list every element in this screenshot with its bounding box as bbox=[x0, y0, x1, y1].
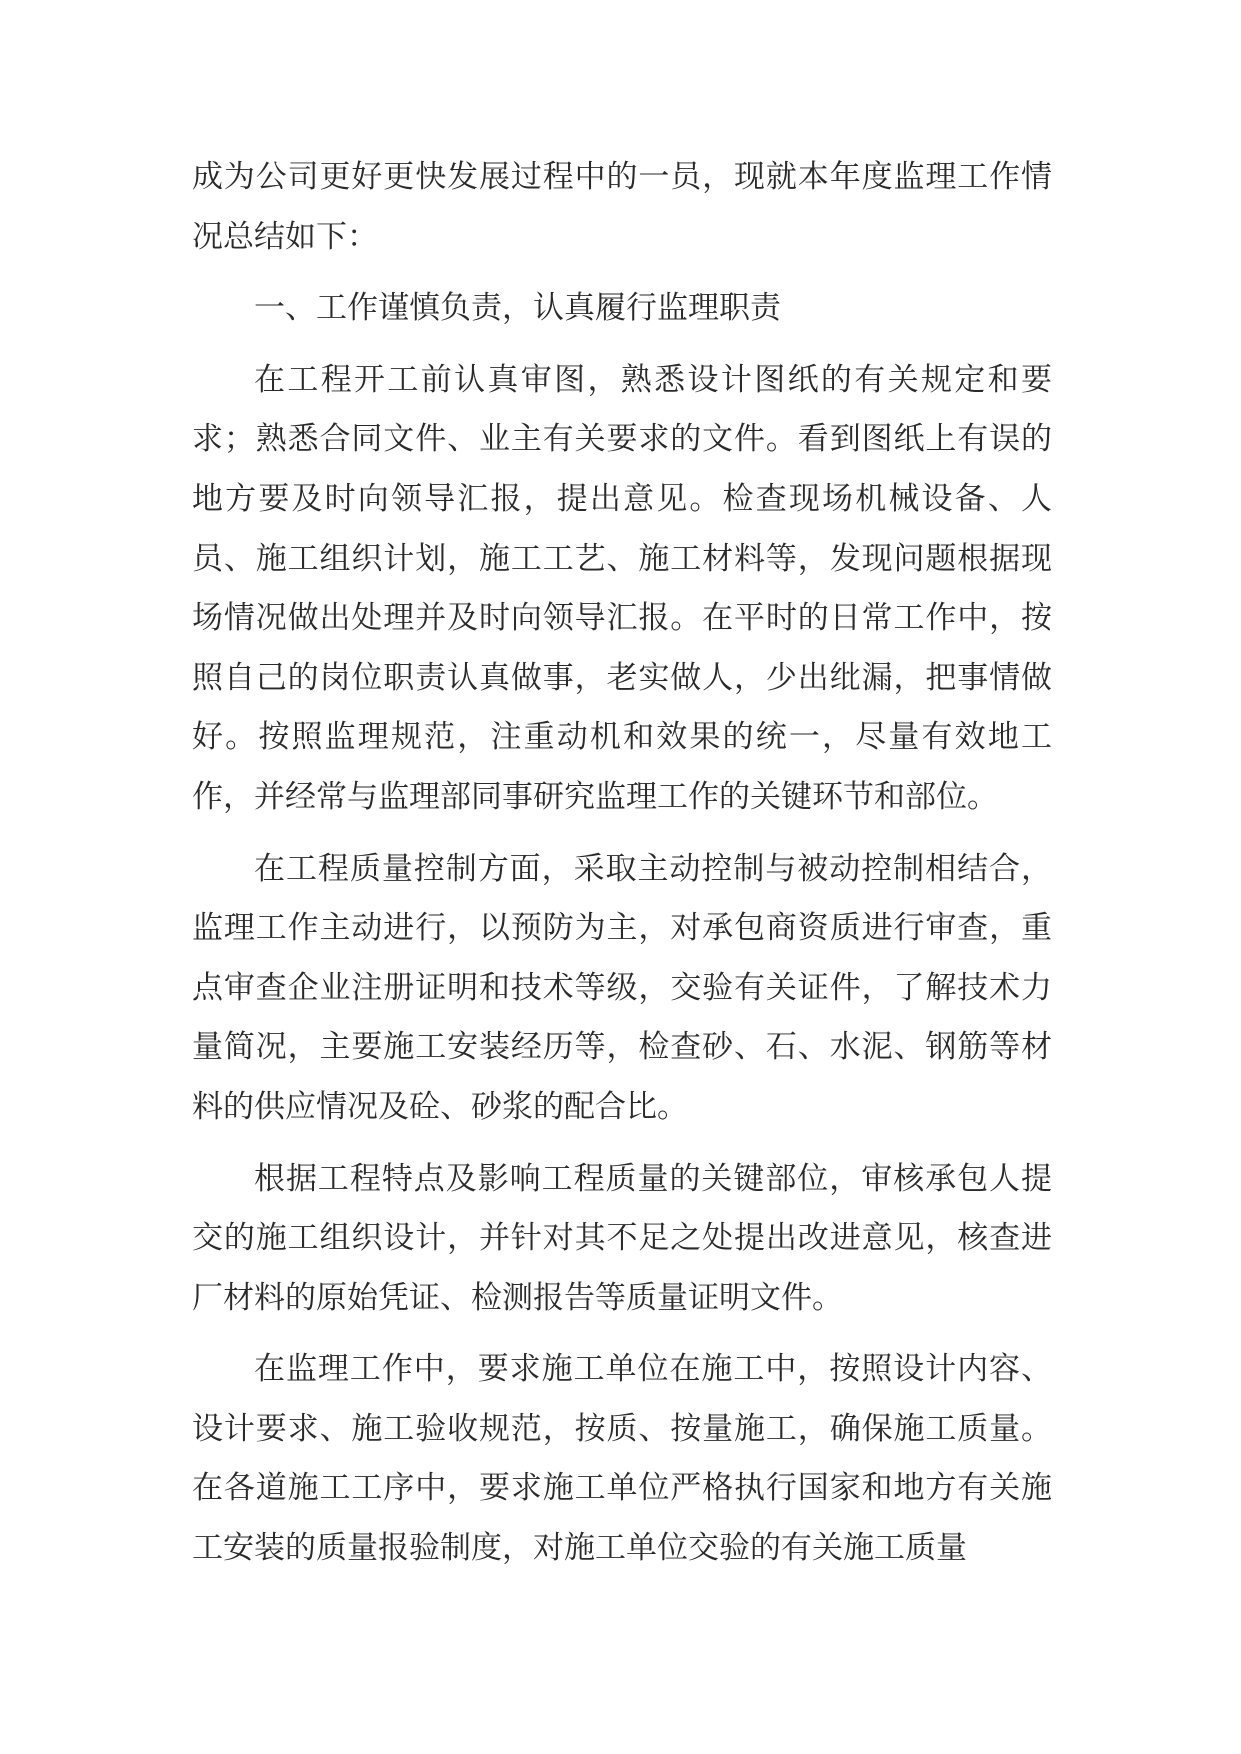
paragraph-review: 在工程开工前认真审图，熟悉设计图纸的有关规定和要求；熟悉合同文件、业主有关要求的文件。看到图纸上有误的地方要及时向领导汇报，提出意见。检查现场机械设备、人员、施工组织计划，施工工艺、施工材料等，发现问题根据现场情况做出处理并及时向领导汇报。在平时的日常工作中，按照自己的岗位职责认真做事，老实做人，少出纰漏，把事情做好。按照监理规范，注重动机和效果的统一，尽量有效地工作，并经常与监理部同事研究监理工作的关键环节和部位。 bbox=[192, 361, 1052, 815]
paragraph-key-parts: 根据工程特点及影响工程质量的关键部位，审核承包人提交的施工组织设计，并针对其不足之处提出改进意见，核查进厂材料的原始凭证、检测报告等质量证明文件。 bbox=[192, 1160, 1052, 1316]
paragraph-construction-requirements: 在监理工作中，要求施工单位在施工中，按照设计内容、设计要求、施工验收规范，按质、按量施工，确保施工质量。在各道施工工序中，要求施工单位严格执行国家和地方有关施工安装的质量报验制度，对施工单位交验的有关施工质量 bbox=[192, 1351, 1052, 1567]
section-heading-1: 一、工作谨慎负责，认真履行监理职责 bbox=[254, 290, 781, 327]
document-page bbox=[192, 148, 1052, 1579]
paragraph-intro: 成为公司更好更快发展过程中的一员，现就本年度监理工作情况总结如下： bbox=[192, 159, 1052, 255]
paragraph-quality-control: 在工程质量控制方面，采取主动控制与被动控制相结合，监理工作主动进行，以预防为主，对承包商资质进行审查，重点审查企业注册证明和技术等级，交验有关证件，了解技术力量简况，主要施工安装经历等，检查砂、石、水泥、钢筋等材料的供应情况及砼、砂浆的配合比。 bbox=[192, 850, 1052, 1125]
